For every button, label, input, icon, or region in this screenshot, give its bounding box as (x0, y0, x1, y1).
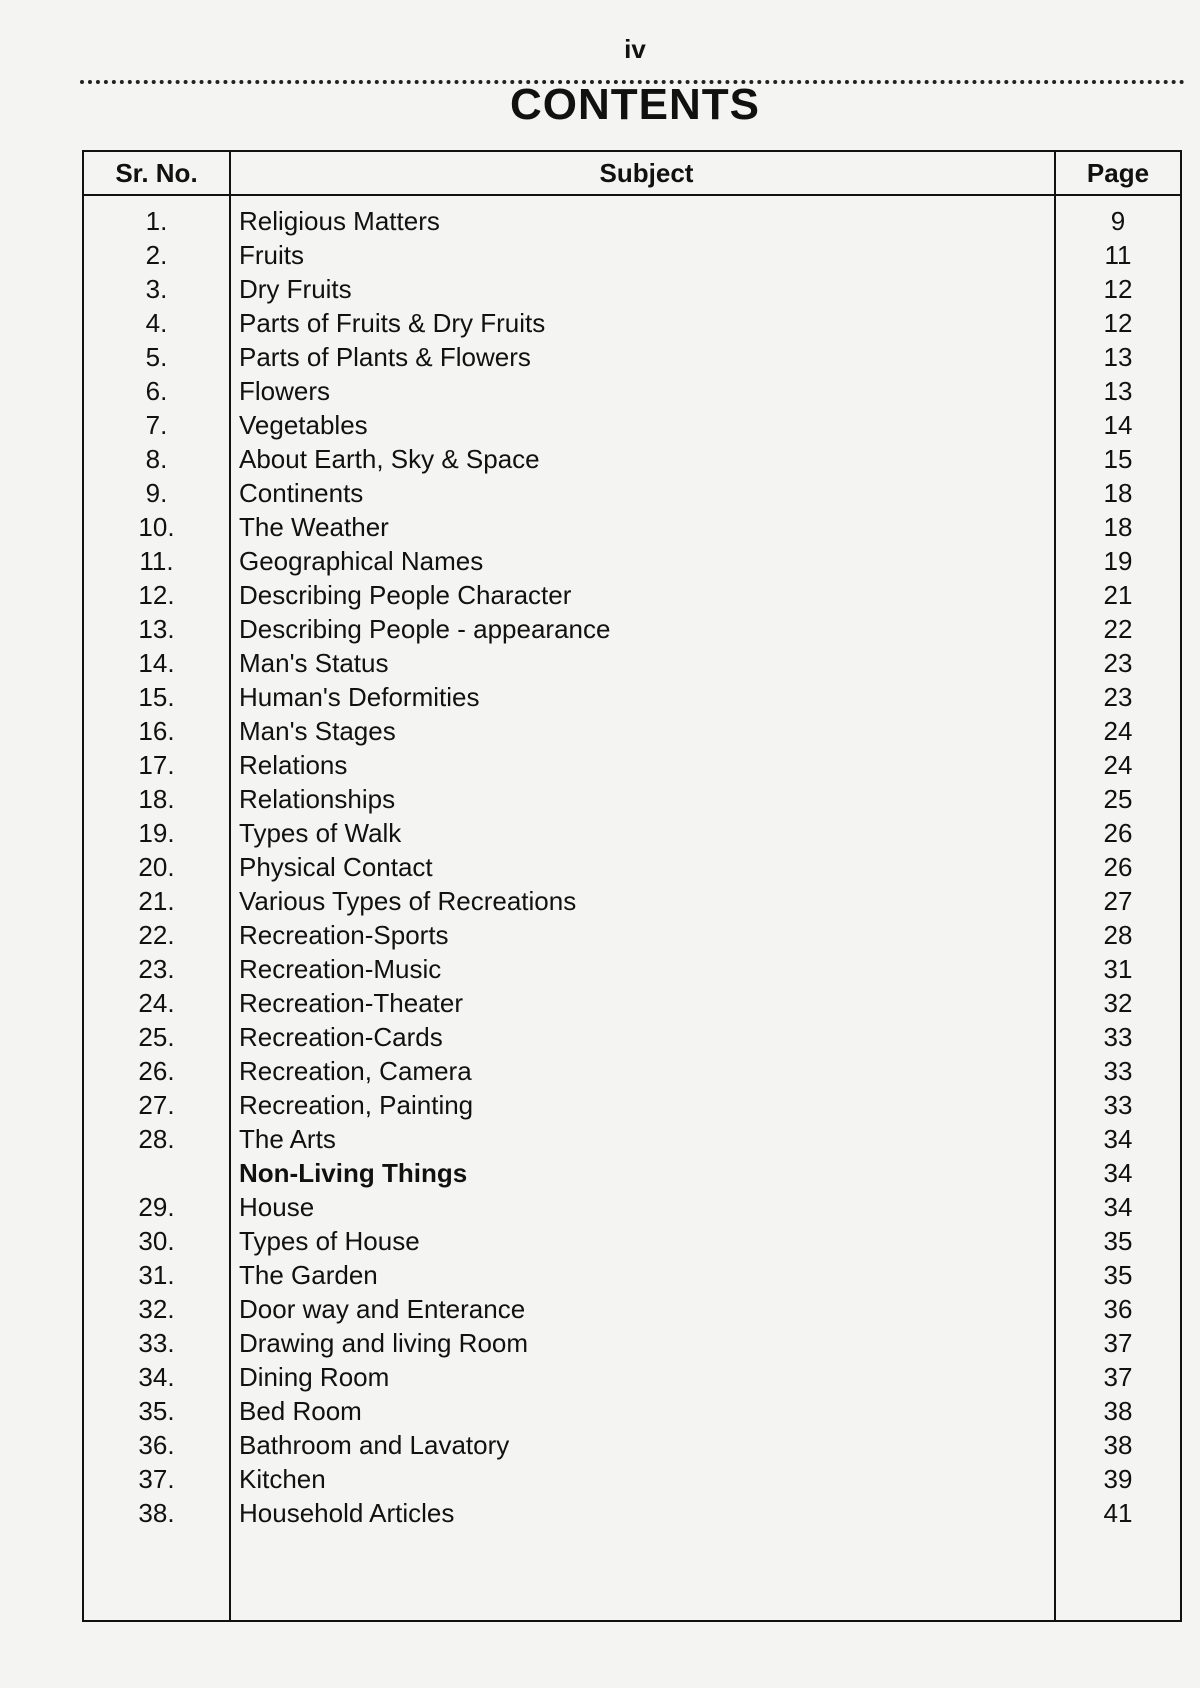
page-ref: 24 (1103, 750, 1133, 780)
page-ref: 14 (1103, 410, 1133, 440)
subject-title: Relationships (230, 782, 1055, 816)
table-row (83, 544, 1181, 578)
subject-title: The Weather (230, 510, 1055, 544)
serial-number: 30. (83, 1224, 230, 1258)
serial-number: 22. (83, 918, 230, 952)
table-row (83, 1428, 1181, 1462)
table-row (83, 476, 1181, 510)
page-ref: 38 (1103, 1396, 1133, 1426)
filler-cell (230, 1530, 1055, 1621)
serial-number: 3. (83, 272, 230, 306)
table-header (83, 151, 1181, 195)
page-ref: 26 (1103, 818, 1133, 848)
subject-title: Fruits (230, 238, 1055, 272)
table-row (83, 1054, 1181, 1088)
page-ref: 35 (1103, 1226, 1133, 1256)
page-ref: 38 (1103, 1430, 1133, 1460)
table-row (83, 1156, 1181, 1190)
table-row (83, 272, 1181, 306)
serial-number: 32. (83, 1292, 230, 1326)
table-body (83, 195, 1181, 1621)
page-ref: 19 (1103, 546, 1133, 576)
serial-number: 12. (83, 578, 230, 612)
serial-number: 2. (83, 238, 230, 272)
table-row (83, 816, 1181, 850)
filler-cell (1055, 1530, 1181, 1621)
subject-title: Flowers (230, 374, 1055, 408)
serial-number: 19. (83, 816, 230, 850)
page-ref: 23 (1103, 682, 1133, 712)
page-ref: 32 (1103, 988, 1133, 1018)
table-row (83, 612, 1181, 646)
column-header-sr-no: Sr. No. (83, 151, 230, 195)
page-ref: 13 (1103, 376, 1133, 406)
table-row (83, 195, 1181, 238)
subject-title: Describing People - appearance (230, 612, 1055, 646)
page-ref: 12 (1103, 274, 1133, 304)
serial-number: 8. (83, 442, 230, 476)
header-row (83, 151, 1181, 195)
serial-number: 7. (83, 408, 230, 442)
table-row (83, 510, 1181, 544)
subject-title: Relations (230, 748, 1055, 782)
page-ref: 25 (1103, 784, 1133, 814)
subject-title: About Earth, Sky & Space (230, 442, 1055, 476)
serial-number: 20. (83, 850, 230, 884)
subject-title: Types of House (230, 1224, 1055, 1258)
section-heading: Non-Living Things (230, 1156, 1055, 1190)
serial-number: 21. (83, 884, 230, 918)
serial-number: 28. (83, 1122, 230, 1156)
subject-title: Man's Status (230, 646, 1055, 680)
table-row (83, 578, 1181, 612)
page-ref: 13 (1103, 342, 1133, 372)
subject-title: Man's Stages (230, 714, 1055, 748)
table-row (83, 1326, 1181, 1360)
filler-row (83, 1530, 1181, 1621)
table-row (83, 1224, 1181, 1258)
subject-title: Parts of Plants & Flowers (230, 340, 1055, 374)
table-row (83, 1020, 1181, 1054)
table-row (83, 1292, 1181, 1326)
table-row (83, 1394, 1181, 1428)
page-title: CONTENTS (510, 80, 760, 129)
subject-title: Drawing and living Room (230, 1326, 1055, 1360)
subject-title: Religious Matters (230, 195, 1055, 238)
table-row (83, 1258, 1181, 1292)
subject-title: Various Types of Recreations (230, 884, 1055, 918)
serial-number: 38. (83, 1496, 230, 1530)
serial-number: 35. (83, 1394, 230, 1428)
subject-title: Recreation-Sports (230, 918, 1055, 952)
page-number: iv (624, 34, 646, 64)
filler-cell (83, 1530, 230, 1621)
page-ref: 39 (1103, 1464, 1133, 1494)
page-ref: 21 (1103, 580, 1133, 610)
page-ref: 12 (1103, 308, 1133, 338)
column-header-page: Page (1055, 151, 1181, 195)
subject-title: Human's Deformities (230, 680, 1055, 714)
table-row (83, 986, 1181, 1020)
table-row (83, 442, 1181, 476)
page-ref: 36 (1103, 1294, 1133, 1324)
serial-number: 26. (83, 1054, 230, 1088)
serial-number: 17. (83, 748, 230, 782)
subject-title: Geographical Names (230, 544, 1055, 578)
table-row (83, 884, 1181, 918)
serial-number: 1. (83, 195, 230, 238)
page-ref: 11 (1104, 240, 1132, 270)
serial-number: 29. (83, 1190, 230, 1224)
page-ref: 34 (1103, 1158, 1133, 1188)
page-ref: 9 (1110, 206, 1126, 236)
column-header-subject: Subject (230, 151, 1055, 195)
table-row (83, 952, 1181, 986)
subject-title: Bed Room (230, 1394, 1055, 1428)
subject-title: The Arts (230, 1122, 1055, 1156)
table-row (83, 918, 1181, 952)
subject-title: Recreation-Theater (230, 986, 1055, 1020)
table-row (83, 850, 1181, 884)
subject-title: Door way and Enterance (230, 1292, 1055, 1326)
serial-number: 10. (83, 510, 230, 544)
page-ref: 37 (1103, 1328, 1133, 1358)
serial-number: 6. (83, 374, 230, 408)
contents-table (82, 150, 1182, 1622)
table-row (83, 306, 1181, 340)
serial-number: 5. (83, 340, 230, 374)
page-ref: 18 (1103, 478, 1133, 508)
subject-title: The Garden (230, 1258, 1055, 1292)
table-row (83, 1190, 1181, 1224)
subject-title: Physical Contact (230, 850, 1055, 884)
table-row (83, 646, 1181, 680)
table-row (83, 1360, 1181, 1394)
page-ref: 34 (1103, 1124, 1133, 1154)
serial-number: 11. (83, 544, 230, 578)
serial-number: 9. (83, 476, 230, 510)
page-ref: 41 (1103, 1498, 1133, 1528)
page-ref: 15 (1103, 444, 1133, 474)
page-ref: 18 (1103, 512, 1133, 542)
serial-number: 25. (83, 1020, 230, 1054)
serial-number: 24. (83, 986, 230, 1020)
subject-title: Continents (230, 476, 1055, 510)
serial-number: 18. (83, 782, 230, 816)
subject-title: Parts of Fruits & Dry Fruits (230, 306, 1055, 340)
page-ref: 31 (1103, 954, 1133, 984)
table-row (83, 680, 1181, 714)
page-ref: 22 (1103, 614, 1133, 644)
page-ref: 26 (1103, 852, 1133, 882)
serial-number: 16. (83, 714, 230, 748)
page-ref: 28 (1103, 920, 1133, 950)
serial-number: 13. (83, 612, 230, 646)
table-row (83, 408, 1181, 442)
page-ref: 24 (1103, 716, 1133, 746)
table-row (83, 1462, 1181, 1496)
table-row (83, 748, 1181, 782)
serial-number: 27. (83, 1088, 230, 1122)
table-row (83, 782, 1181, 816)
serial-number: 31. (83, 1258, 230, 1292)
subject-title: Recreation-Cards (230, 1020, 1055, 1054)
page-ref: 23 (1103, 648, 1133, 678)
serial-number: 23. (83, 952, 230, 986)
serial-number: 36. (83, 1428, 230, 1462)
page-ref: 34 (1103, 1192, 1133, 1222)
subject-title: Vegetables (230, 408, 1055, 442)
page-ref: 35 (1103, 1260, 1133, 1290)
page-ref: 33 (1103, 1056, 1133, 1086)
serial-number: 4. (83, 306, 230, 340)
table-row (83, 238, 1181, 272)
page-ref: 33 (1103, 1090, 1133, 1120)
subject-title: Recreation, Camera (230, 1054, 1055, 1088)
subject-title: Dining Room (230, 1360, 1055, 1394)
subject-title: Household Articles (230, 1496, 1055, 1530)
serial-number: 34. (83, 1360, 230, 1394)
page-ref: 33 (1103, 1022, 1133, 1052)
page-ref: 27 (1103, 886, 1133, 916)
table-row (83, 714, 1181, 748)
serial-number: 14. (83, 646, 230, 680)
subject-title: Recreation-Music (230, 952, 1055, 986)
subject-title: Types of Walk (230, 816, 1055, 850)
table-row (83, 1088, 1181, 1122)
subject-title: Dry Fruits (230, 272, 1055, 306)
subject-title: Kitchen (230, 1462, 1055, 1496)
subject-title: House (230, 1190, 1055, 1224)
table-row (83, 1122, 1181, 1156)
serial-number: 15. (83, 680, 230, 714)
table-row (83, 374, 1181, 408)
page-ref: 37 (1103, 1362, 1133, 1392)
serial-number (83, 1156, 230, 1190)
subject-title: Recreation, Painting (230, 1088, 1055, 1122)
serial-number: 33. (83, 1326, 230, 1360)
subject-title: Bathroom and Lavatory (230, 1428, 1055, 1462)
table-row (83, 1496, 1181, 1530)
subject-title: Describing People Character (230, 578, 1055, 612)
serial-number: 37. (83, 1462, 230, 1496)
table-row (83, 340, 1181, 374)
